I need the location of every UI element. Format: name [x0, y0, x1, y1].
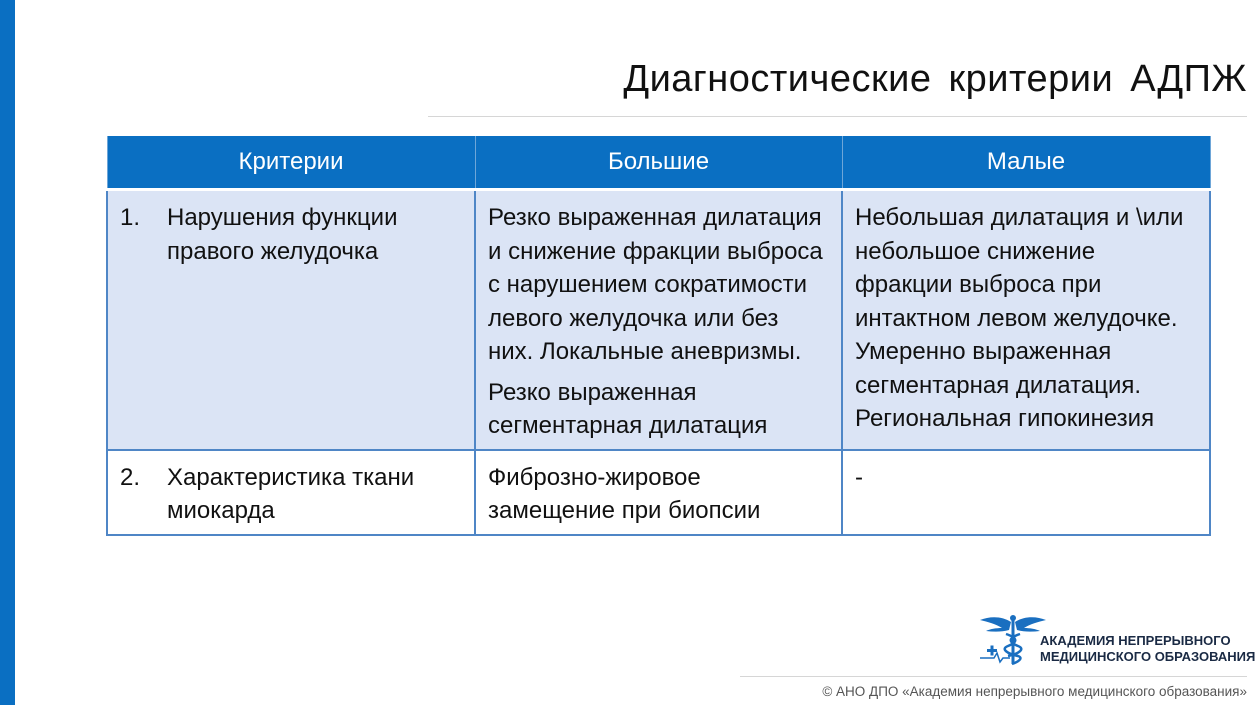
criterion-cell [107, 190, 475, 450]
footer-copyright: © АНО ДПО «Академия непрерывного медицинского образования» [822, 684, 1247, 699]
criterion-text: Нарушения функции правого желудочка [167, 204, 398, 265]
row-number: 2. [120, 463, 141, 491]
criterion-text: Характеристика ткани миокарда [167, 463, 415, 524]
logo-text [1040, 633, 1255, 665]
table-row [107, 450, 1210, 535]
title-divider [428, 116, 1247, 117]
header-major: Большие [475, 136, 842, 190]
minor-text: - [855, 463, 863, 491]
major-cell [475, 190, 842, 450]
footer-divider [740, 676, 1247, 677]
minor-cell [842, 190, 1210, 450]
slide-title: Диагностические критерии АДПЖ [623, 58, 1247, 100]
table-row [107, 190, 1210, 450]
logo-line-2: МЕДИЦИНСКОГО ОБРАЗОВАНИЯ [1040, 649, 1256, 664]
major-text: Резко выраженная дилатация и снижение фракции выброса с нарушением сократимости левого желудочка или без них. Локальные аневризмы. [488, 204, 823, 365]
row-number: 1. [120, 204, 141, 231]
left-accent-bar [0, 0, 15, 705]
major-cell [475, 450, 842, 535]
criteria-table [106, 136, 1211, 536]
major-text: Резко выраженная сегментарная дилатация [488, 378, 768, 439]
minor-text: Небольшая дилатация и \или небольшое снижение фракции выброса при интактном левом желудочке. Умеренно выраженная сегментарная дилатация. Региональная гипокинезия [855, 204, 1184, 432]
table-header-row [107, 136, 1210, 190]
criterion-cell [107, 450, 475, 535]
minor-cell [842, 450, 1210, 535]
caduceus-logo-icon [978, 614, 1048, 668]
logo-line-1: АКАДЕМИЯ НЕПРЕРЫВНОГО [1040, 633, 1231, 648]
header-criteria: Критерии [107, 136, 475, 190]
header-minor: Малые [842, 136, 1210, 190]
major-text: Фиброзно-жировое замещение при биопсии [488, 463, 761, 524]
